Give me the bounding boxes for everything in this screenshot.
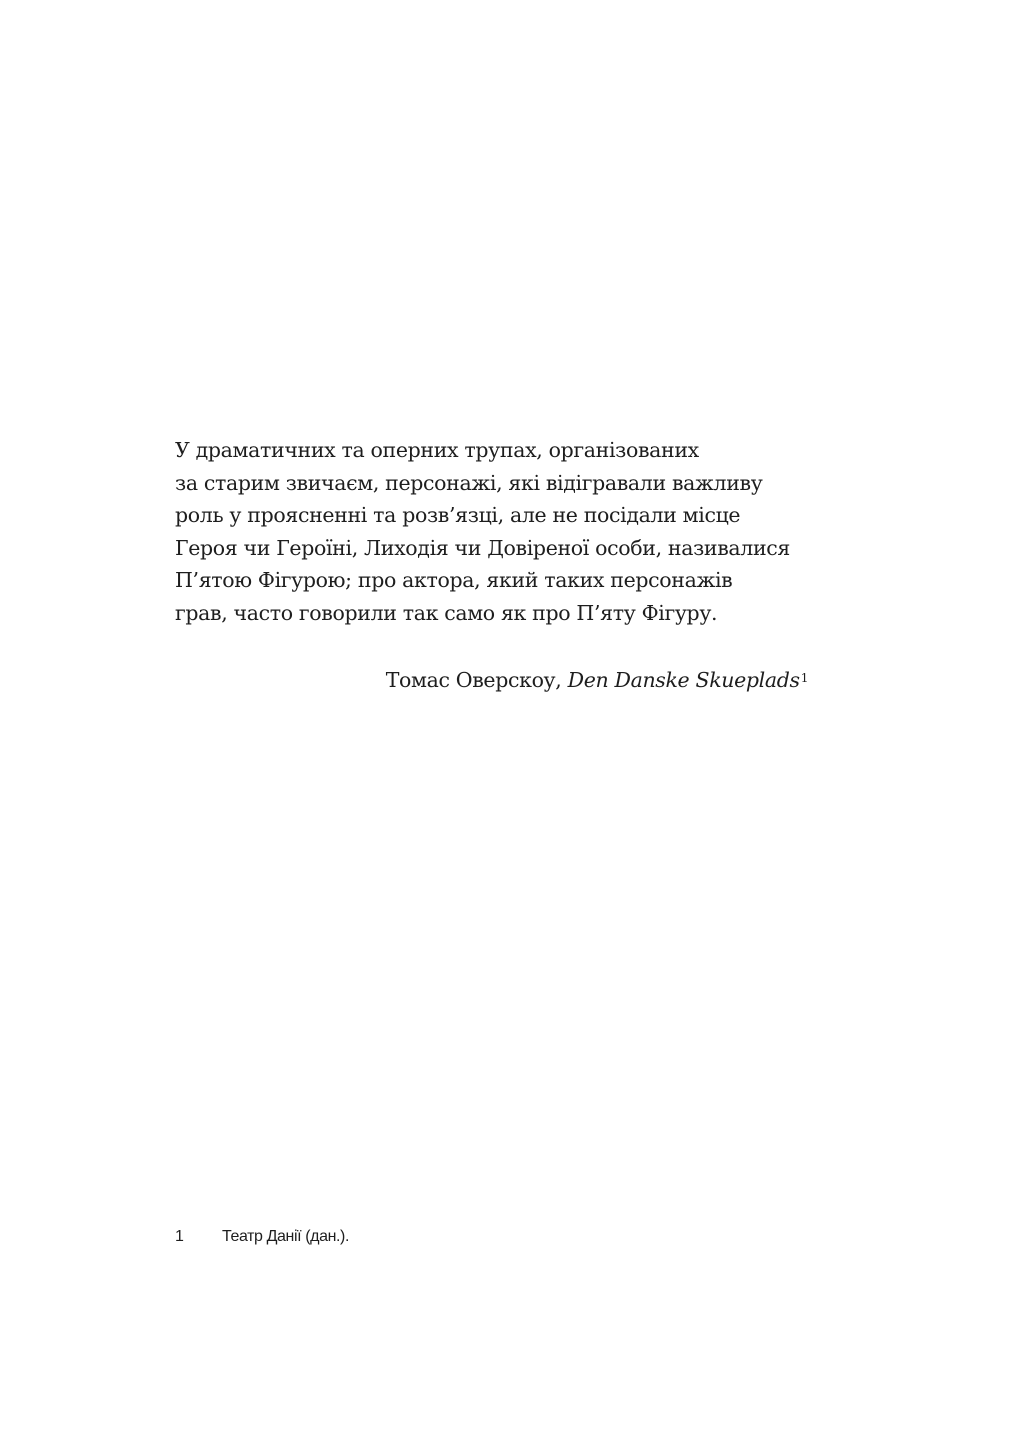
- epigraph-attribution: [0, 664, 808, 696]
- footnote-reference: 1: [800, 671, 808, 685]
- epigraph-line: грав, часто говорили так само як про П’яту Фігуру.: [175, 600, 718, 625]
- epigraph-line: У драматичних та оперних трупах, організованих: [175, 438, 699, 462]
- footnote: [175, 1226, 349, 1248]
- epigraph-line: за старим звичаєм, персонажі, які відігравали важливу: [175, 470, 763, 495]
- epigraph: [175, 434, 835, 630]
- footnote-number: 1: [175, 1228, 184, 1245]
- epigraph-line: Героя чи Героїні, Лиходія чи Довіреної особи, називалися: [175, 535, 790, 560]
- footnote-text: Театр Данії (дан.).: [222, 1228, 350, 1245]
- attribution-work-title: Den Danske Skueplads: [567, 668, 800, 692]
- epigraph-line: роль у проясненні та розв’язці, але не посідали місце: [175, 503, 741, 528]
- attribution-author: Томас Оверскоу,: [385, 668, 568, 692]
- epigraph-line: П’ятою Фігурою; про актора, який таких персонажів: [175, 568, 733, 593]
